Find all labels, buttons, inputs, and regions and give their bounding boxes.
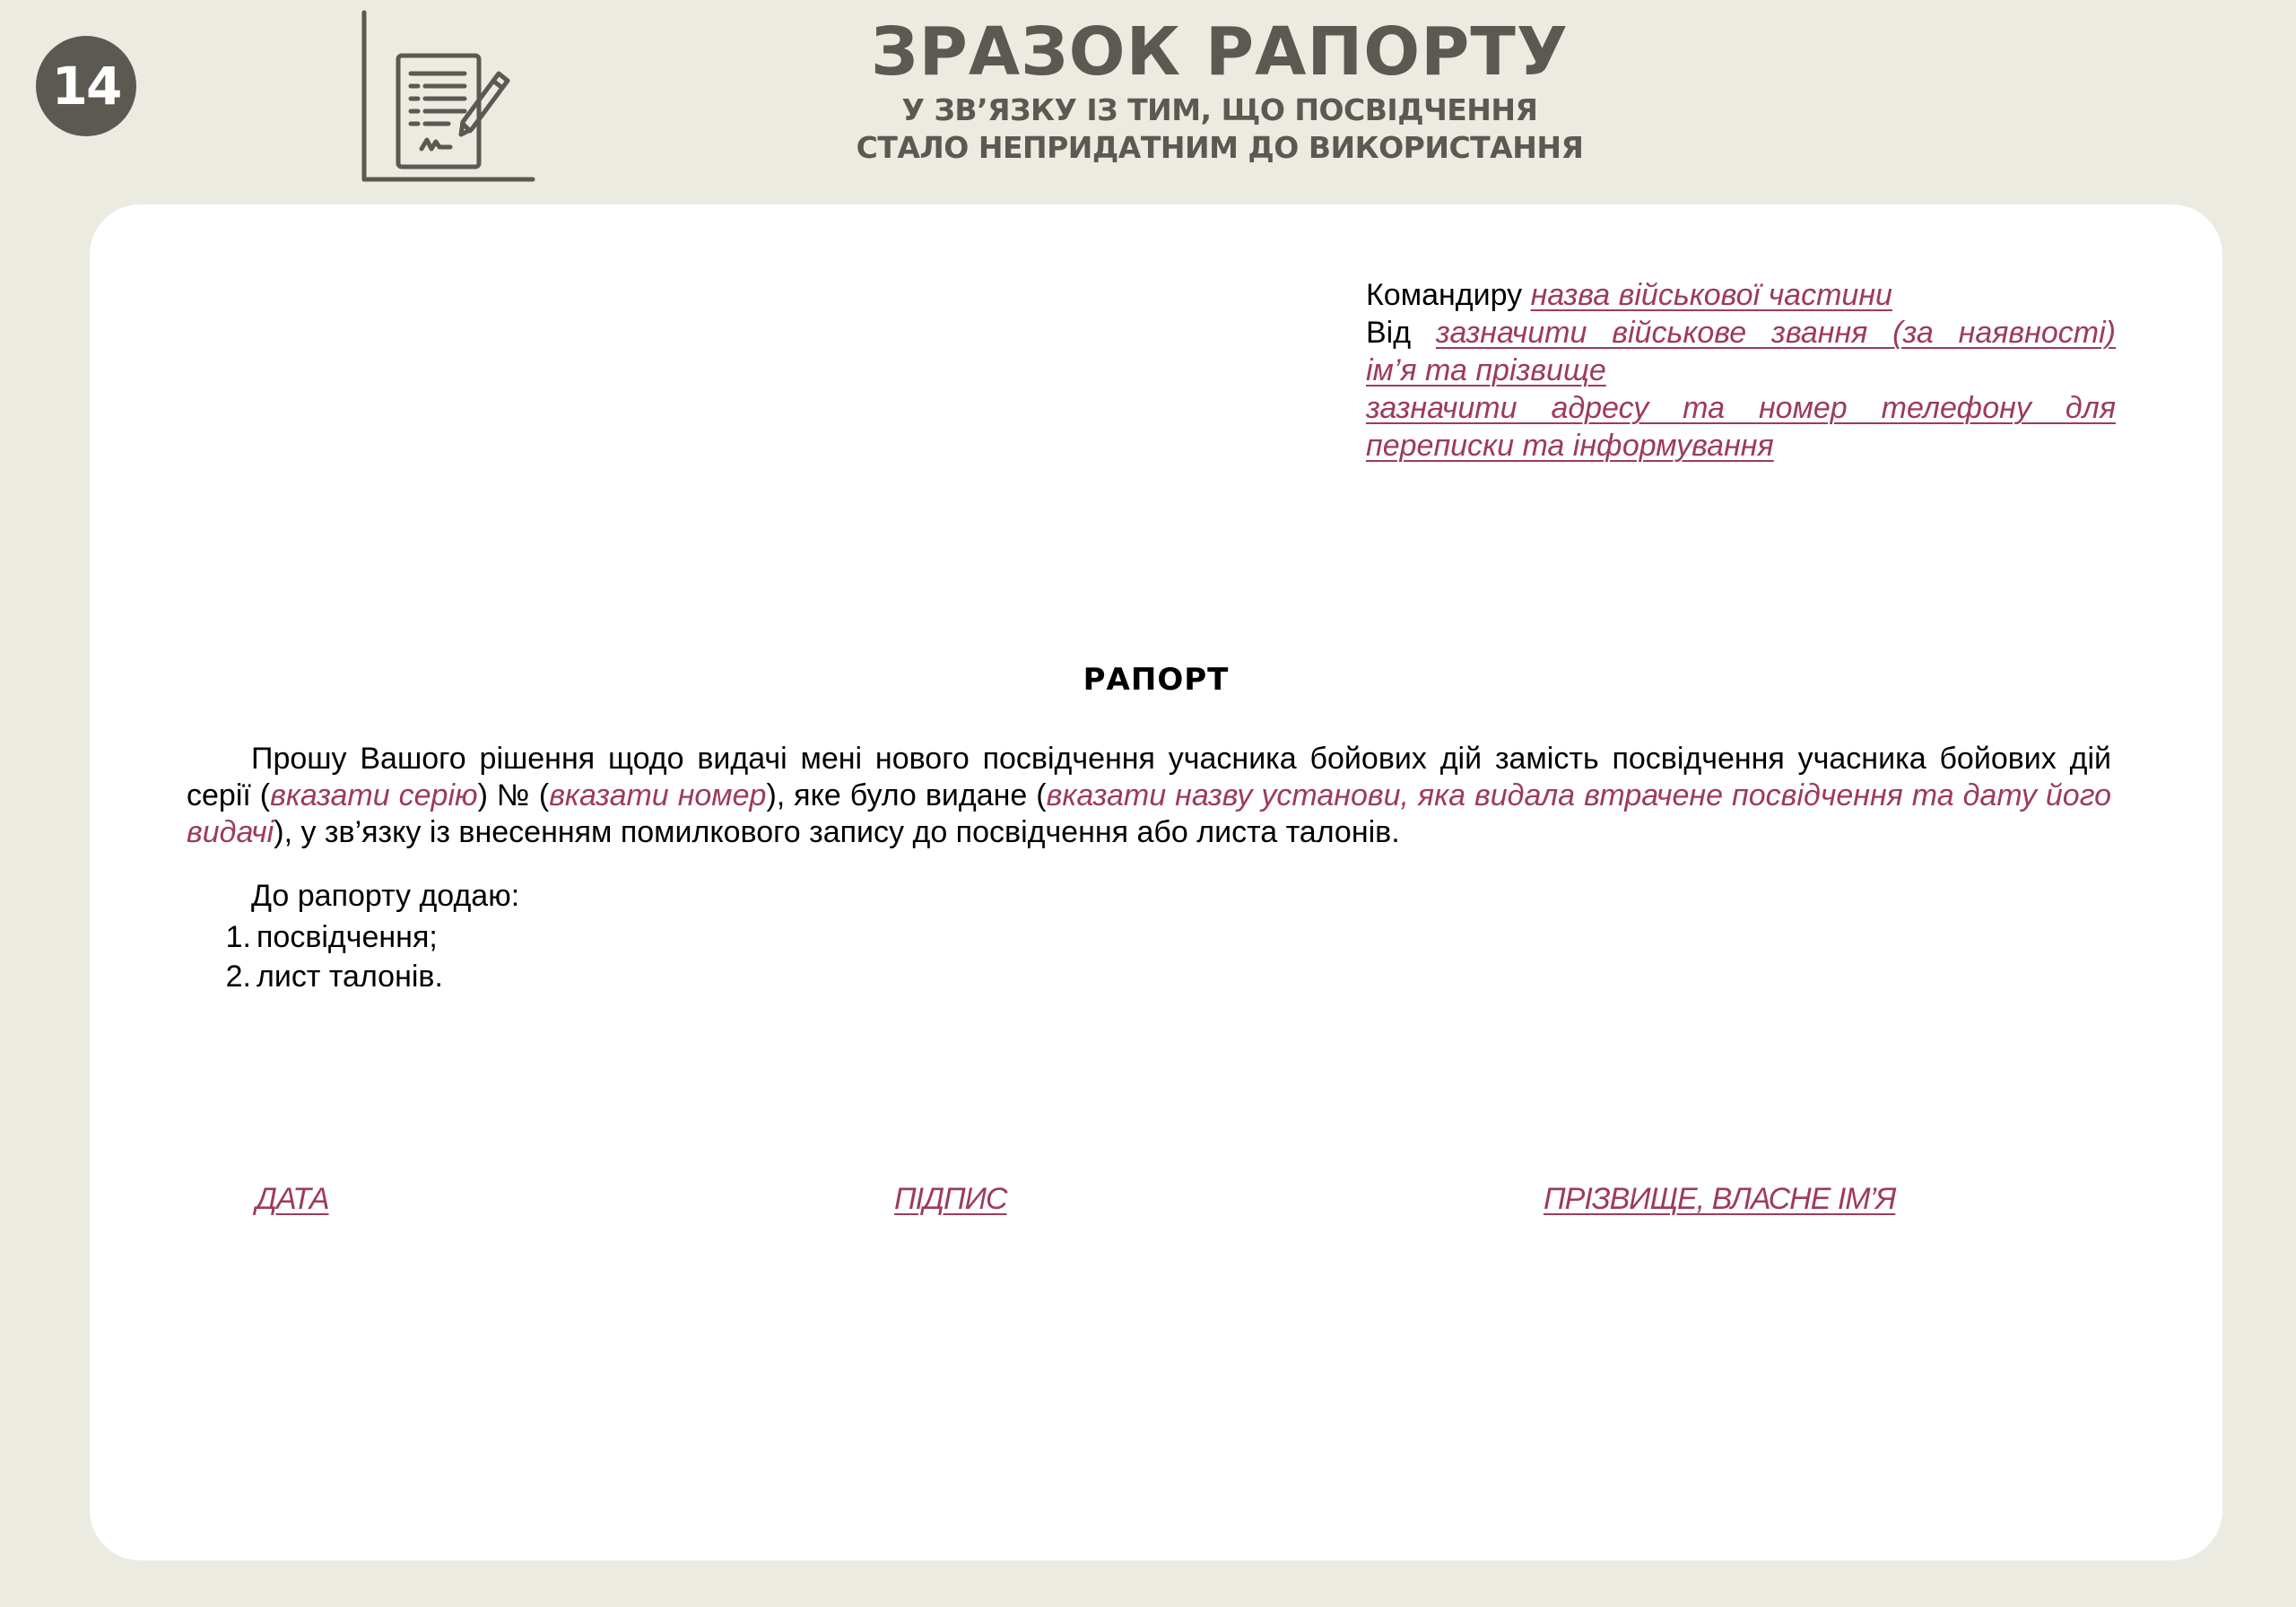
- rank-placeholder: зазначити військове звання (за наявності): [1435, 316, 2116, 350]
- date-placeholder: ДАТА: [256, 1182, 329, 1216]
- contact-placeholder-1: зазначити адресу та номер телефону для: [1366, 391, 2116, 425]
- report-text-3: ), яке було видане (: [766, 778, 1047, 812]
- list-item-number: 1.: [225, 920, 251, 954]
- list-item: [212, 917, 443, 957]
- attachments-intro: До рапорту додаю:: [251, 879, 520, 913]
- series-placeholder: вказати серію: [270, 778, 478, 812]
- list-item-text: посвідчення;: [257, 920, 438, 954]
- page-number-badge: 14: [36, 36, 136, 136]
- full-name-placeholder: ім’я та прізвище: [1366, 353, 1606, 387]
- report-text-1: Прошу Вашого рішення щодо видачі мені нового посвідчення учасника бойових дій замість посвідчення учасника бойових дій серії (: [187, 742, 2111, 812]
- page-title: ЗРАЗОК РАПОРТУ: [871, 13, 1569, 91]
- report-text-2: ) № (: [477, 778, 550, 812]
- list-item: [212, 957, 443, 996]
- report-body: [187, 741, 2111, 851]
- addressee-to-line: [1366, 276, 2116, 314]
- addressee-contact-line-1: [1366, 389, 2116, 427]
- document-with-pen-icon: [359, 9, 538, 185]
- page-subtitle-line-1: У ЗВ’ЯЗКУ ІЗ ТИМ, ЩО ПОСВІДЧЕННЯ: [901, 92, 1538, 127]
- attachments-list: [212, 917, 443, 996]
- unit-name-placeholder: назва військової частини: [1530, 278, 1892, 312]
- to-label: Командиру: [1366, 278, 1523, 312]
- addressee-from-line: [1366, 314, 2116, 352]
- number-placeholder: вказати номер: [549, 778, 767, 812]
- name-placeholder: ПРІЗВИЩЕ, ВЛАСНЕ ІМ’Я: [1544, 1182, 1896, 1216]
- page-subtitle-line-2: СТАЛО НЕПРИДАТНИМ ДО ВИКОРИСТАННЯ: [856, 130, 1584, 165]
- addressee-contact-line-2: [1366, 427, 2116, 465]
- list-item-text: лист талонів.: [257, 960, 443, 994]
- report-text-4: ), у зв’язку із внесенням помилкового запису до посвідчення або листа талонів.: [274, 815, 1400, 849]
- addressee-block: [1366, 276, 2116, 465]
- report-title: РАПОРТ: [1083, 662, 1230, 698]
- from-label: Від: [1366, 316, 1412, 350]
- document-card: [90, 204, 2222, 1560]
- list-item-number: 2.: [225, 960, 251, 994]
- signature-placeholder: ПІДПИС: [894, 1182, 1007, 1216]
- contact-placeholder-2: переписки та інформування: [1366, 429, 1774, 463]
- addressee-name-line: [1366, 352, 2116, 389]
- issuer-placeholder: вказати назву установи, яка видала втрачене посвідчення та дату його видачі: [187, 778, 2111, 849]
